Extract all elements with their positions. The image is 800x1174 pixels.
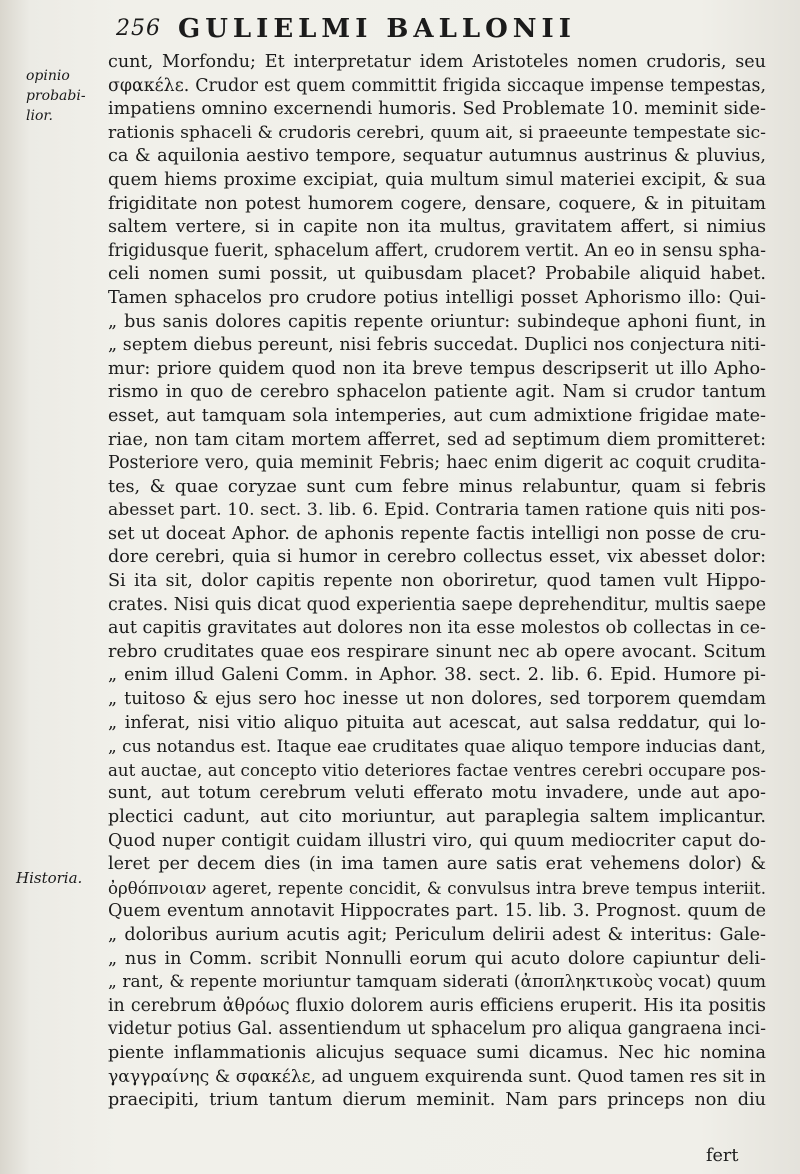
margin-note-line: probabi-	[26, 88, 86, 104]
page-number: 256	[116, 16, 161, 41]
text-line: saltem vertere, si in capite non ita multus, gravitatem affert, si nimius	[108, 217, 766, 238]
text-line: impatiens omnino excernendi humoris. Sed Problemate 10. meminit side-	[108, 99, 766, 120]
text-line: „ inferat, nisi vitio aliquo pituita aut acescat, aut salsa reddatur, qui lo-	[108, 712, 766, 733]
text-line: rebro cruditates quae eos respirare sinunt nec ab opere avocant. Scitum	[108, 641, 766, 662]
text-line: plectici cadunt, aut cito moriuntur, aut paraplegia saltem implicantur.	[108, 807, 766, 827]
text-line: sunt, aut totum cerebrum veluti efferato motu invadere, unde aut apo-	[108, 783, 766, 804]
text-line: „ cus notandus est. Itaque eae cruditates quae aliquo tempore inducias dant,	[108, 736, 766, 757]
text-line: in cerebrum ἀθρόως fluxio dolorem auris efficiens eruperit. His ita positis	[108, 995, 766, 1016]
text-line: piente inflammationis alicujus sequace sumi dicamus. Nec hic nomina	[108, 1042, 766, 1063]
text-line: „ rant, & repente moriuntur tamquam siderati (ἀποπληκτικοὺς vocat) quum	[108, 972, 766, 993]
text-line: ca & aquilonia aestivo tempore, sequatur autumnus austrinus & pluvius,	[108, 146, 766, 167]
text-line: celi nomen sumi possit, ut quibusdam placet? Probabile aliquid habet.	[108, 264, 766, 285]
text-line: leret per decem dies (in ima tamen aure satis erat vehemens dolor) &	[108, 854, 766, 875]
text-line: γαγγραίνης & σφακέλε, ad unguem exquirenda sunt. Quod tamen res sit in	[108, 1066, 766, 1087]
text-line: quem hiems proxime excipiat, quia multum simul materiei excipit, & sua	[108, 169, 766, 190]
text-line: dore cerebri, quia si humor in cerebro collectus esset, vix abesset dolor:	[108, 547, 766, 568]
page-header	[0, 14, 800, 48]
catchword: fert	[706, 1146, 739, 1166]
text-line: praecipiti, trium tantum dierum meminit. Nam pars princeps non diu	[108, 1090, 766, 1111]
text-line: „ septem diebus pereunt, nisi febris succedat. Duplici nos conjectura niti-	[108, 335, 766, 356]
text-line: set ut doceat Aphor. de aphonis repente factis intelligi non posse de cru-	[108, 523, 766, 544]
text-line: aut auctae, aut concepto vitio deteriores factae ventres cerebri occupare pos-	[108, 760, 766, 780]
body-text	[108, 51, 766, 1113]
text-line: frigidusque fuerit, sphacelum affert, crudorem vertit. An eo in sensu spha-	[108, 240, 767, 261]
text-line: ὀρθόπνοιαν ageret, repente concidit, & convulsus intra breve tempus interiit.	[108, 878, 766, 898]
text-line: abesset part. 10. sect. 3. lib. 6. Epid. Contraria tamen ratione quis niti pos-	[108, 500, 766, 521]
text-line: Quem eventum annotavit Hippocrates part. 15. lib. 3. Prognost. quum de	[108, 901, 766, 922]
margin-note-historia: Historia.	[16, 869, 83, 887]
text-line: rismo in quo de cerebro sphacelon patiente agit. Nam si crudor tantum	[108, 382, 766, 403]
text-line: Posteriore vero, quia meminit Febris; haec enim digerit ac coquit crudita-	[108, 453, 766, 474]
margin-note-line: opinio	[26, 68, 70, 84]
text-line: videtur potius Gal. assentiendum ut sphacelum pro aliqua gangraena inci-	[108, 1019, 766, 1040]
text-line: „ bus sanis dolores capitis repente oriuntur: subindeque aphoni fiunt, in	[108, 311, 766, 332]
text-line: crates. Nisi quis dicat quod experientia saepe deprehenditur, multis saepe	[108, 594, 766, 615]
text-line: Tamen sphacelos pro crudore potius intelligi posset Aphorismo illo: Qui-	[108, 287, 766, 308]
text-line: „ nus in Comm. scribit Nonnulli eorum qui acuto dolore capiuntur deli-	[108, 948, 766, 969]
text-line: frigiditate non potest humorem cogere, densare, coquere, & in pituitam	[108, 193, 766, 214]
text-line: rationis sphaceli & crudoris cerebri, quum ait, si praeeunte tempestate sic-	[108, 122, 766, 143]
text-line: σφακέλε. Crudor est quem committit frigida siccaque impense tempestas,	[108, 75, 766, 96]
margin-note-line: lior.	[26, 108, 53, 124]
text-line: „ doloribus aurium acutis agit; Periculum delirii adest & interitus: Gale-	[108, 924, 766, 945]
text-line: „ enim illud Galeni Comm. in Aphor. 38. sect. 2. lib. 6. Epid. Humore pi-	[108, 665, 766, 686]
text-line: riae, non tam citam mortem afferret, sed ad septimum diem promitteret:	[108, 429, 766, 450]
text-line: mur: priore quidem quod non ita breve tempus descripserit ut illo Apho-	[108, 358, 766, 379]
text-line: Si ita sit, dolor capitis repente non oboriretur, quod tamen vult Hippo-	[108, 571, 766, 592]
text-line: aut capitis gravitates aut dolores non ita esse molestos ob collectas in ce-	[108, 618, 766, 639]
text-line: „ tuitoso & ejus sero hoc inesse ut non dolores, sed torporem quemdam	[108, 689, 766, 710]
text-line: tes, & quae coryzae sunt cum febre minus relabuntur, quam si febris	[108, 476, 766, 497]
text-line: esset, aut tamquam sola intemperies, aut cum admixtione frigidae mate-	[108, 405, 766, 426]
running-title: GULIELMI BALLONII	[178, 14, 576, 44]
text-line: cunt, Morfondu; Et interpretatur idem Aristoteles nomen crudoris, seu	[108, 52, 766, 72]
text-line: Quod nuper contigit cuidam illustri viro, qui quum mediocriter caput do-	[108, 830, 766, 851]
margin-note-opinio	[26, 66, 106, 126]
